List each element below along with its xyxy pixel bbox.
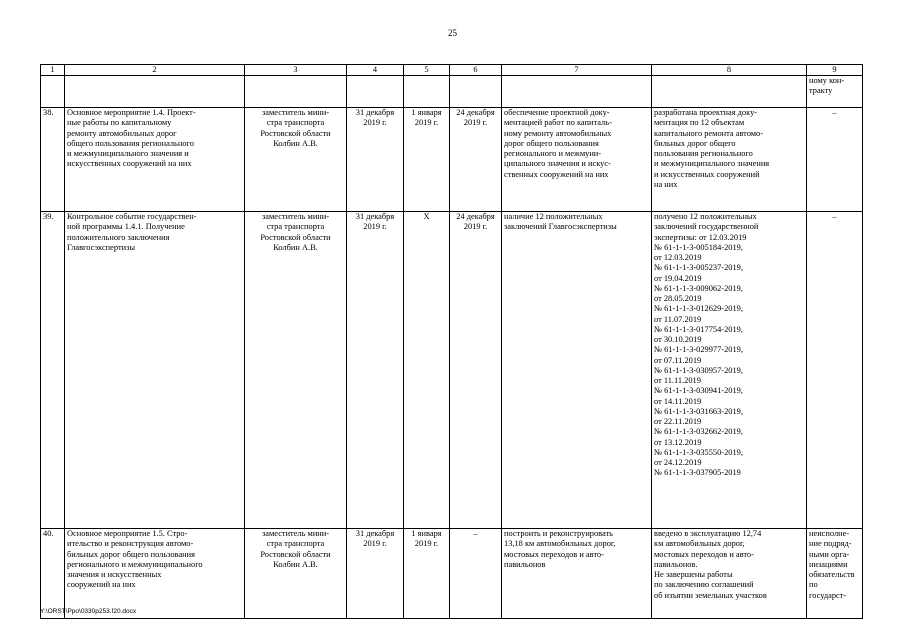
- achieved-result: разработана проектная доку- ментация по 12 объектам капитального ремонта автомо- бильных дорог общего пользования регионального и межмуниципального значения и искусственных сооружений на них: [652, 108, 807, 212]
- row-number: 40.: [41, 529, 65, 619]
- table-row: [41, 212, 863, 529]
- column-number: 4: [347, 65, 404, 76]
- problems: –: [807, 212, 863, 529]
- footer-file-path: Y:\ORST\Ppo\0330p253.f20.docx: [40, 608, 137, 615]
- actual-start-date: 1 января 2019 г.: [404, 529, 450, 619]
- achieved-result: введено в эксплуатацию 12,74 км автомобильных дорог, мостовых переходов и авто- павильонов. Не завершены работы по заключению соглашений об изъятии земельных участков: [652, 529, 807, 619]
- column-number: 9: [807, 65, 863, 76]
- actual-end-date: 24 декабря 2019 г.: [450, 108, 502, 212]
- activity-name: Основное мероприятие 1.5. Стро- ительство и реконструкция автомо- бильных дорог общего пользования регионального и межмуниципального значения и искусственных сооружений на них: [65, 529, 245, 619]
- continuation-row: [41, 76, 863, 108]
- activity-name: Основное мероприятие 1.4. Проект- ные работы по капитальному ремонту автомобильных дорог общего пользования регионального и межмуниципального значения и искусственных сооружений на них: [65, 108, 245, 212]
- table-row: [41, 529, 863, 619]
- activity-name: Контрольное событие государствен- ной программы 1.4.1. Получение положительного заключения Главгосэкспертизы: [65, 212, 245, 529]
- planned-end-date: 31 декабря 2019 г.: [347, 529, 404, 619]
- planned-end-date: 31 декабря 2019 г.: [347, 108, 404, 212]
- actual-start-date: Х: [404, 212, 450, 529]
- report-table: [40, 64, 863, 619]
- achieved-result: получено 12 положительных заключений государственной экспертизы: от 12.03.2019 № 61-1-1-3-005184-2019, от 12.03.2019 № 61-1-1-3-005237-2019, от 19.04.2019 № 61-1-1-3-009062-2019, от 28.05.2019 № 61-1-1-3-012629-2019, от 11.07.2019 № 61-1-1-3-017754-2019, от 30.10.2019 № 61-1-1-3-029977-2019, от 07.11.2019 № 61-1-1-3-030957-2019, от 11.11.2019 № 61-1-1-3-030941-2019, от 14.11.2019 № 61-1-1-3-031663-2019, от 22.11.2019 № 61-1-1-3-032662-2019, от 13.12.2019 № 61-1-1-3-035550-2019, от 24.12.2019 № 61-1-1-3-037905-2019: [652, 212, 807, 529]
- problems: неисполне- ние подряд- ными орга- низациями обязательств по государст-: [807, 529, 863, 619]
- responsible-person: заместитель мини- стра транспорта Ростовской области Колбин А.В.: [245, 529, 347, 619]
- column-number: 6: [450, 65, 502, 76]
- column-number: 3: [245, 65, 347, 76]
- continuation-cell: ному кон- тракту: [807, 76, 863, 108]
- actual-start-date: 1 января 2019 г.: [404, 108, 450, 212]
- column-number: 2: [65, 65, 245, 76]
- table-row: [41, 108, 863, 212]
- column-number: 8: [652, 65, 807, 76]
- column-number: 5: [404, 65, 450, 76]
- column-number: 1: [41, 65, 65, 76]
- column-number: 7: [502, 65, 652, 76]
- expected-result: наличие 12 положительных заключений Главгосэкспертизы: [502, 212, 652, 529]
- actual-end-date: –: [450, 529, 502, 619]
- page-number: 25: [448, 28, 457, 38]
- planned-end-date: 31 декабря 2019 г.: [347, 212, 404, 529]
- actual-end-date: 24 декабря 2019 г.: [450, 212, 502, 529]
- responsible-person: заместитель мини- стра транспорта Ростовской области Колбин А.В.: [245, 212, 347, 529]
- expected-result: построить и реконструировать 13,18 км автомобильных дорог, мостовых переходов и авто- павильонов: [502, 529, 652, 619]
- expected-result: обеспечение проектной доку- ментацией работ по капиталь- ному ремонту автомобильных дорог общего пользования регионального и межмуни- ципального значения и искус- ственных сооружений на них: [502, 108, 652, 212]
- responsible-person: заместитель мини- стра транспорта Ростовской области Колбин А.В.: [245, 108, 347, 212]
- problems: –: [807, 108, 863, 212]
- row-number: 39.: [41, 212, 65, 529]
- column-number-row: [41, 65, 863, 76]
- row-number: 38.: [41, 108, 65, 212]
